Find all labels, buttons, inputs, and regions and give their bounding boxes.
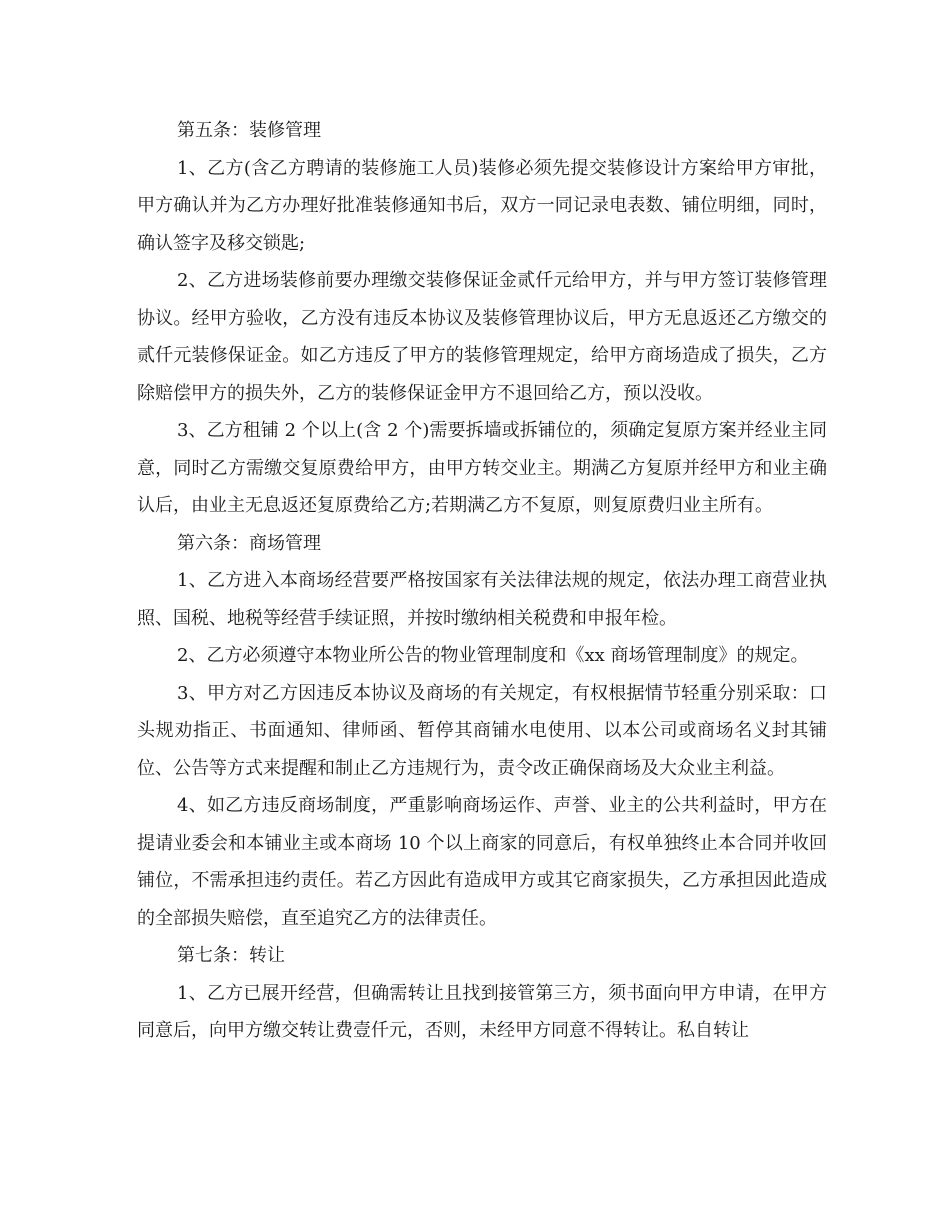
section-heading-6: 第六条：商场管理: [177, 532, 321, 554]
paragraph-6-4: 4、如乙方违反商场制度，严重影响商场运作、声誉、业主的公共利益时，甲方在提请业委会和本铺业主或本商场 10 个以上商家的同意后，有权单独终止本合同并收回铺位，不需承担违约责任。若乙方因此有造成甲方或其它商家损失，乙方承担因此造成的全部损失赔偿，直至追究乙方的法律责任。: [137, 795, 827, 929]
paragraph-6-1: 1、乙方进入本商场经营要严格按国家有关法律法规的规定，依法办理工商营业执照、国税、地税等经营手续证照，并按时缴纳相关税费和申报年检。: [137, 570, 827, 629]
section-heading-5: 第五条：装修管理: [177, 120, 321, 141]
paragraph-5-3: 3、乙方租铺 2 个以上(含 2 个)需要拆墙或拆铺位的，须确定复原方案并经业主同意，同时乙方需缴交复原费给甲方，由甲方转交业主。期满乙方复原并经甲方和业主确认后，由业主无息返还复原费给乙方;若期满乙方不复原，则复原费归业主所有。: [137, 420, 827, 516]
paragraph-6-3: 3、甲方对乙方因违反本协议及商场的有关规定，有权根据情节轻重分别采取：口头规劝指正、书面通知、律师函、暂停其商铺水电使用、以本公司或商场名义封其铺位、公告等方式来提醒和制止乙方违规行为，责令改正确保商场及大众业主利益。: [137, 682, 827, 779]
section-heading-7: 第七条：转让: [177, 945, 285, 966]
paragraph-5-2: 2、乙方进场装修前要办理缴交装修保证金贰仟元给甲方，并与甲方签订装修管理协议。经甲方验收，乙方没有违反本协议及装修管理协议后，甲方无息返还乙方缴交的贰仟元装修保证金。如乙方违反了甲方的装修管理规定，给甲方商场造成了损失，乙方除赔偿甲方的损失外，乙方的装修保证金甲方不退回给乙方，预以没收。: [137, 270, 827, 404]
document-page: [137, 112, 827, 1050]
paragraph-7-1: 1、乙方已展开经营，但确需转让且找到接管第三方，须书面向甲方申请，在甲方同意后，向甲方缴交转让费壹仟元，否则，未经甲方同意不得转让。私自转让: [137, 982, 827, 1041]
paragraph-6-2: 2、乙方必须遵守本物业所公告的物业管理制度和《xx 商场管理制度》的规定。: [177, 645, 809, 666]
paragraph-5-1: 1、乙方(含乙方聘请的装修施工人员)装修必须先提交装修设计方案给甲方审批，甲方确认并为乙方办理好批准装修通知书后，双方一同记录电表数、铺位明细，同时，确认签字及移交锁匙;: [137, 157, 827, 254]
